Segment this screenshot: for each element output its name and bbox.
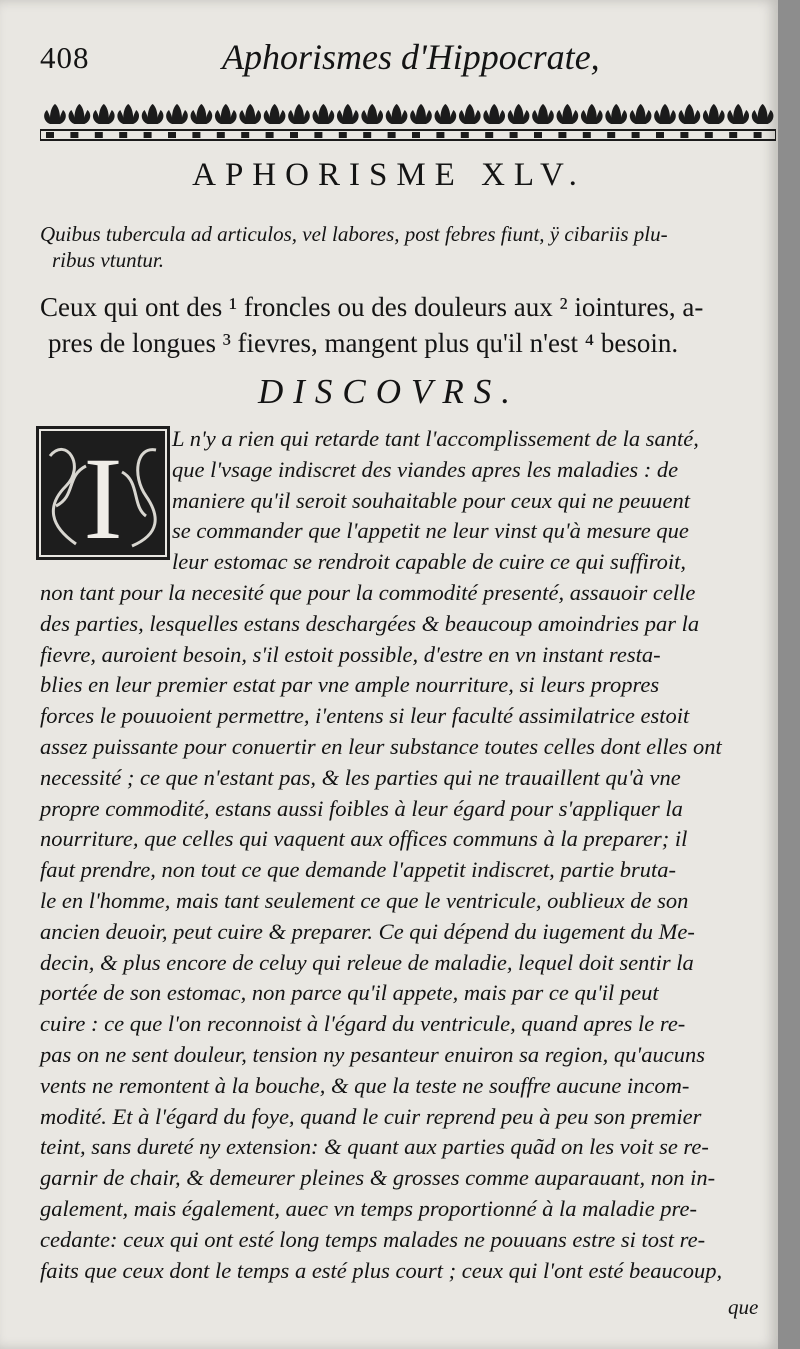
ornament-fret: [314, 132, 322, 138]
body-line: vents ne remontent à la bouche, & que la teste ne souffre aucune incom-: [40, 1072, 690, 1098]
ornament-fleuron: [93, 104, 115, 124]
body-line: non tant pour la necesité que pour la commodité presenté, assauoir celle: [40, 580, 696, 605]
body-line: cuire : ce que l'on reconnoist à l'égard du ventricule, quand apres le re-: [40, 1011, 686, 1037]
ornament-fleuron: [532, 104, 554, 124]
ornament-fret: [510, 132, 518, 138]
body-line: decin, & plus encore de celuy qui releue de maladie, lequel doit sentir la: [40, 949, 694, 975]
ornament-fret: [754, 132, 762, 138]
body-line: teint, sans dureté ny extension: & quant aux parties quãd on les voit se re-: [40, 1134, 709, 1160]
body-line: fievre, auroient besoin, s'il estoit possible, d'estre en vn instant resta-: [40, 641, 661, 667]
ornament-fret: [485, 132, 493, 138]
ornament-fleuron: [435, 104, 457, 124]
catchword: que: [728, 1295, 759, 1319]
latin-line-1: Quibus tubercula ad articulos, vel labores, post febres fiunt, ÿ cibariis plu-: [40, 222, 668, 246]
body-line: que l'vsage indiscret des viandes apres les maladies : de: [172, 456, 679, 482]
ornament-fret: [119, 132, 127, 138]
ornament-fret: [363, 132, 371, 138]
french-line-2: pres de longues ³ fievres, mangent plus qu'il n'est ⁴ besoin.: [48, 328, 679, 358]
ornament-fret: [558, 132, 566, 138]
body-line: forces le pouuoient permettre, i'entens si leur faculté assimilatrice estoit: [40, 703, 690, 729]
ornament-fleuron: [703, 104, 725, 124]
ornament-fleuron: [410, 104, 432, 124]
aphorism-heading: APHORISME XLV.: [192, 157, 586, 193]
body-line: se commander que l'appetit ne leur vinst qu'à mesure que: [172, 518, 689, 544]
ornament-fret: [729, 132, 737, 138]
body-line: ancien deuoir, peut cuire & preparer. Ce qui dépend du iugement du Me-: [40, 918, 695, 944]
ornament-fleuron: [361, 104, 383, 124]
body-line: faits que ceux dont le temps a esté plus court ; ceux qui l'ont esté beaucoup,: [40, 1257, 723, 1283]
ornament-fleuron: [630, 104, 652, 124]
ornament-fleuron: [288, 104, 310, 124]
section-title: DISCOVRS.: [257, 372, 521, 411]
body-line: galement, mais également, auec vn temps proportionné à la maladie pre-: [40, 1196, 697, 1221]
ornament-fret: [461, 132, 469, 138]
ornament-fret: [46, 132, 54, 138]
body-line: L n'y a rien qui retarde tant l'accomplissement de la santé,: [172, 426, 699, 451]
ornament-fleuron: [313, 104, 335, 124]
ornament-fleuron: [69, 104, 91, 124]
ornament-band: [40, 100, 776, 144]
body-line: des parties, lesquelles estans deschargées & beaucoup amoindries par la: [40, 610, 700, 636]
ornament-fleuron: [508, 104, 530, 124]
ornament-fret: [388, 132, 396, 138]
ornament-fleuron: [752, 104, 774, 124]
page-number: 408: [40, 40, 90, 75]
ornament-fleuron: [239, 104, 261, 124]
ornament-fleuron: [337, 104, 359, 124]
ornament-fret: [266, 132, 274, 138]
ornament-fret: [607, 132, 615, 138]
ornament-fleuron: [581, 104, 603, 124]
ornament-fret: [583, 132, 591, 138]
body-line: necessité ; ce que n'estant pas, & les parties qui ne trauaillent qu'à vne: [40, 764, 681, 790]
ornament-fret: [70, 132, 78, 138]
body-line: maniere qu'il seroit souhaitable pour ceux qui ne peuuent: [172, 487, 691, 513]
body-line: leur estomac se rendroit capable de cuire ce qui suffiroit,: [172, 549, 687, 575]
ornament-fret: [656, 132, 664, 138]
ornament-fleuron: [386, 104, 408, 124]
ornament-fret: [144, 132, 152, 138]
ornament-fret: [192, 132, 200, 138]
ornament-fret: [95, 132, 103, 138]
ornament-fleuron: [191, 104, 213, 124]
latin-line-2: ribus vtuntur.: [52, 248, 165, 272]
ornament-fleuron: [215, 104, 237, 124]
drop-cap-initial: [36, 426, 170, 560]
body-line: assez puissante pour conuertir en leur substance toutes celles dont elles ont: [40, 734, 722, 759]
ornament-fret: [217, 132, 225, 138]
ornament-fleuron: [679, 104, 701, 124]
ornament-fleuron: [557, 104, 579, 124]
french-line-1: Ceux qui ont des ¹ froncles ou des douleurs aux ² iointures, a-: [40, 292, 704, 322]
ornament-fleuron: [44, 104, 66, 124]
ornament-fret: [436, 132, 444, 138]
ornament-fret: [290, 132, 298, 138]
ornament-fret: [705, 132, 713, 138]
body-line: portée de son estomac, non parce qu'il appete, mais par ce qu'il peut: [40, 980, 659, 1006]
body-line: nourriture, que celles qui vaquent aux offices communs à la preparer; il: [40, 826, 688, 852]
body-line: garnir de chair, & demeurer pleines & grosses comme auparauant, non in-: [40, 1165, 716, 1191]
ornament-fret: [339, 132, 347, 138]
ornament-fleuron: [727, 104, 749, 124]
ornament-fleuron: [459, 104, 481, 124]
body-line: pas on ne sent douleur, tension ny pesanteur enuiron sa region, qu'aucuns: [40, 1042, 705, 1067]
ornament-fret: [680, 132, 688, 138]
page-header: [40, 34, 760, 84]
ornament-fret: [168, 132, 176, 138]
ornament-fret: [241, 132, 249, 138]
ornament-fret: [412, 132, 420, 138]
ornament-fret: [632, 132, 640, 138]
ornament-fleuron: [166, 104, 188, 124]
ornament-fleuron: [483, 104, 505, 124]
drop-cap-letter: I: [83, 433, 123, 560]
ornament-fleuron: [605, 104, 627, 124]
body-line: modité. Et à l'égard du foye, quand le cuir reprend peu à peu son premier: [40, 1103, 702, 1129]
ornament-fret: [534, 132, 542, 138]
ornament-fleuron: [654, 104, 676, 124]
ornament-fleuron: [142, 104, 164, 124]
body-line: le en l'homme, mais tant seulement ce que le ventricule, oublieux de son: [40, 888, 689, 913]
ornament-fleuron: [264, 104, 286, 124]
body-line: propre commodité, estans aussi foibles à leur égard pour s'appliquer la: [40, 795, 683, 821]
body-line: faut prendre, non tout ce que demande l'appetit indiscret, partie bruta-: [40, 857, 676, 883]
running-head: Aphorismes d'Hippocrate,: [222, 37, 600, 77]
ornament-fleuron: [117, 104, 139, 124]
body-line: cedante: ceux qui ont esté long temps malades ne pouuans estre si tost re-: [40, 1226, 706, 1252]
body-line: blies en leur premier estat par vne ample nourriture, si leurs propres: [40, 672, 660, 698]
